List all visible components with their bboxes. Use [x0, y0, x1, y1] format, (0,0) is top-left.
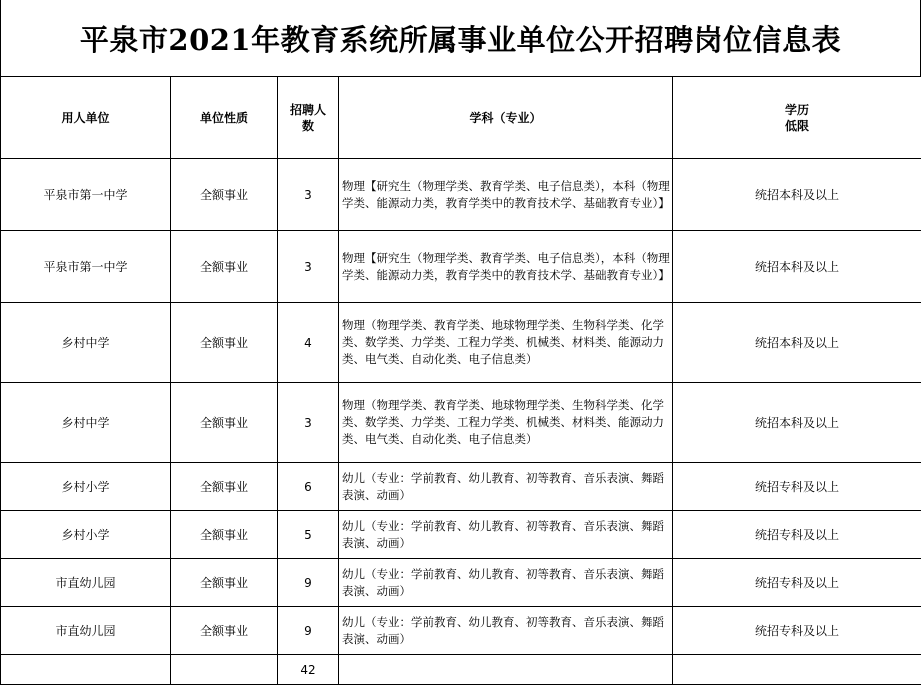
- table-row: [1, 231, 921, 303]
- cell-unit: 平泉市第一中学: [1, 159, 171, 231]
- cell-unit: 平泉市第一中学: [1, 231, 171, 303]
- header-subject: 学科（专业）: [339, 77, 673, 159]
- total-education: [673, 655, 921, 685]
- cell-subject: 物理（物理学类、教育学类、地球物理学类、生物科学类、化学类、数学类、力学类、工程力学类、机械类、材料类、能源动力类、电气类、自动化类、电子信息类）: [339, 383, 673, 463]
- title-bar: [0, 0, 921, 77]
- cell-education: 统招专科及以上: [673, 559, 921, 607]
- cell-education: 统招专科及以上: [673, 463, 921, 511]
- table-row: [1, 511, 921, 559]
- header-education: [673, 77, 921, 159]
- cell-unit: 乡村小学: [1, 511, 171, 559]
- cell-count: 9: [278, 607, 339, 655]
- header-nature: 单位性质: [171, 77, 278, 159]
- cell-unit: 市直幼儿园: [1, 607, 171, 655]
- cell-nature: 全额事业: [171, 303, 278, 383]
- cell-subject: 幼儿（专业：学前教育、幼儿教育、初等教育、音乐表演、舞蹈表演、动画）: [339, 607, 673, 655]
- cell-unit: 乡村中学: [1, 303, 171, 383]
- cell-count: 6: [278, 463, 339, 511]
- total-unit: [1, 655, 171, 685]
- total-nature: [171, 655, 278, 685]
- cell-unit: 乡村中学: [1, 383, 171, 463]
- cell-count: 3: [278, 231, 339, 303]
- cell-subject: 物理【研究生（物理学类、教育学类、电子信息类），本科（物理学类、能源动力类，教育学类中的教育技术学、基础教育专业）】: [339, 231, 673, 303]
- cell-nature: 全额事业: [171, 383, 278, 463]
- cell-count: 3: [278, 159, 339, 231]
- total-subject: [339, 655, 673, 685]
- table-row: [1, 303, 921, 383]
- cell-nature: 全额事业: [171, 607, 278, 655]
- cell-education: 统招本科及以上: [673, 231, 921, 303]
- cell-count: 4: [278, 303, 339, 383]
- cell-nature: 全额事业: [171, 231, 278, 303]
- table-row: [1, 383, 921, 463]
- cell-education: 统招专科及以上: [673, 607, 921, 655]
- cell-subject: 幼儿（专业：学前教育、幼儿教育、初等教育、音乐表演、舞蹈表演、动画）: [339, 559, 673, 607]
- cell-nature: 全额事业: [171, 559, 278, 607]
- cell-education: 统招专科及以上: [673, 511, 921, 559]
- header-row: [1, 77, 921, 159]
- total-count: 42: [278, 655, 339, 685]
- header-count-label: 招聘人数: [289, 102, 326, 133]
- cell-education: 统招本科及以上: [673, 303, 921, 383]
- table-row: [1, 559, 921, 607]
- total-row: [1, 655, 921, 685]
- cell-nature: 全额事业: [171, 463, 278, 511]
- cell-subject: 物理（物理学类、教育学类、地球物理学类、生物科学类、化学类、数学类、力学类、工程力学类、机械类、材料类、能源动力类、电气类、自动化类、电子信息类）: [339, 303, 673, 383]
- cell-subject: 幼儿（专业：学前教育、幼儿教育、初等教育、音乐表演、舞蹈表演、动画）: [339, 463, 673, 511]
- table-row: [1, 159, 921, 231]
- cell-count: 9: [278, 559, 339, 607]
- cell-count: 5: [278, 511, 339, 559]
- table-row: [1, 607, 921, 655]
- cell-subject: 幼儿（专业：学前教育、幼儿教育、初等教育、音乐表演、舞蹈表演、动画）: [339, 511, 673, 559]
- cell-count: 3: [278, 383, 339, 463]
- cell-nature: 全额事业: [171, 511, 278, 559]
- cell-unit: 市直幼儿园: [1, 559, 171, 607]
- table-row: [1, 463, 921, 511]
- header-count: [278, 77, 339, 159]
- cell-nature: 全额事业: [171, 159, 278, 231]
- header-education-label: 学历低限: [784, 102, 809, 133]
- cell-subject: 物理【研究生（物理学类、教育学类、电子信息类），本科（物理学类、能源动力类，教育学类中的教育技术学、基础教育专业）】: [339, 159, 673, 231]
- cell-education: 统招本科及以上: [673, 383, 921, 463]
- header-unit: 用人单位: [1, 77, 171, 159]
- page-title: 平泉市2021年教育系统所属事业单位公开招聘岗位信息表: [79, 22, 842, 57]
- cell-unit: 乡村小学: [1, 463, 171, 511]
- positions-table: [0, 76, 921, 685]
- cell-education: 统招本科及以上: [673, 159, 921, 231]
